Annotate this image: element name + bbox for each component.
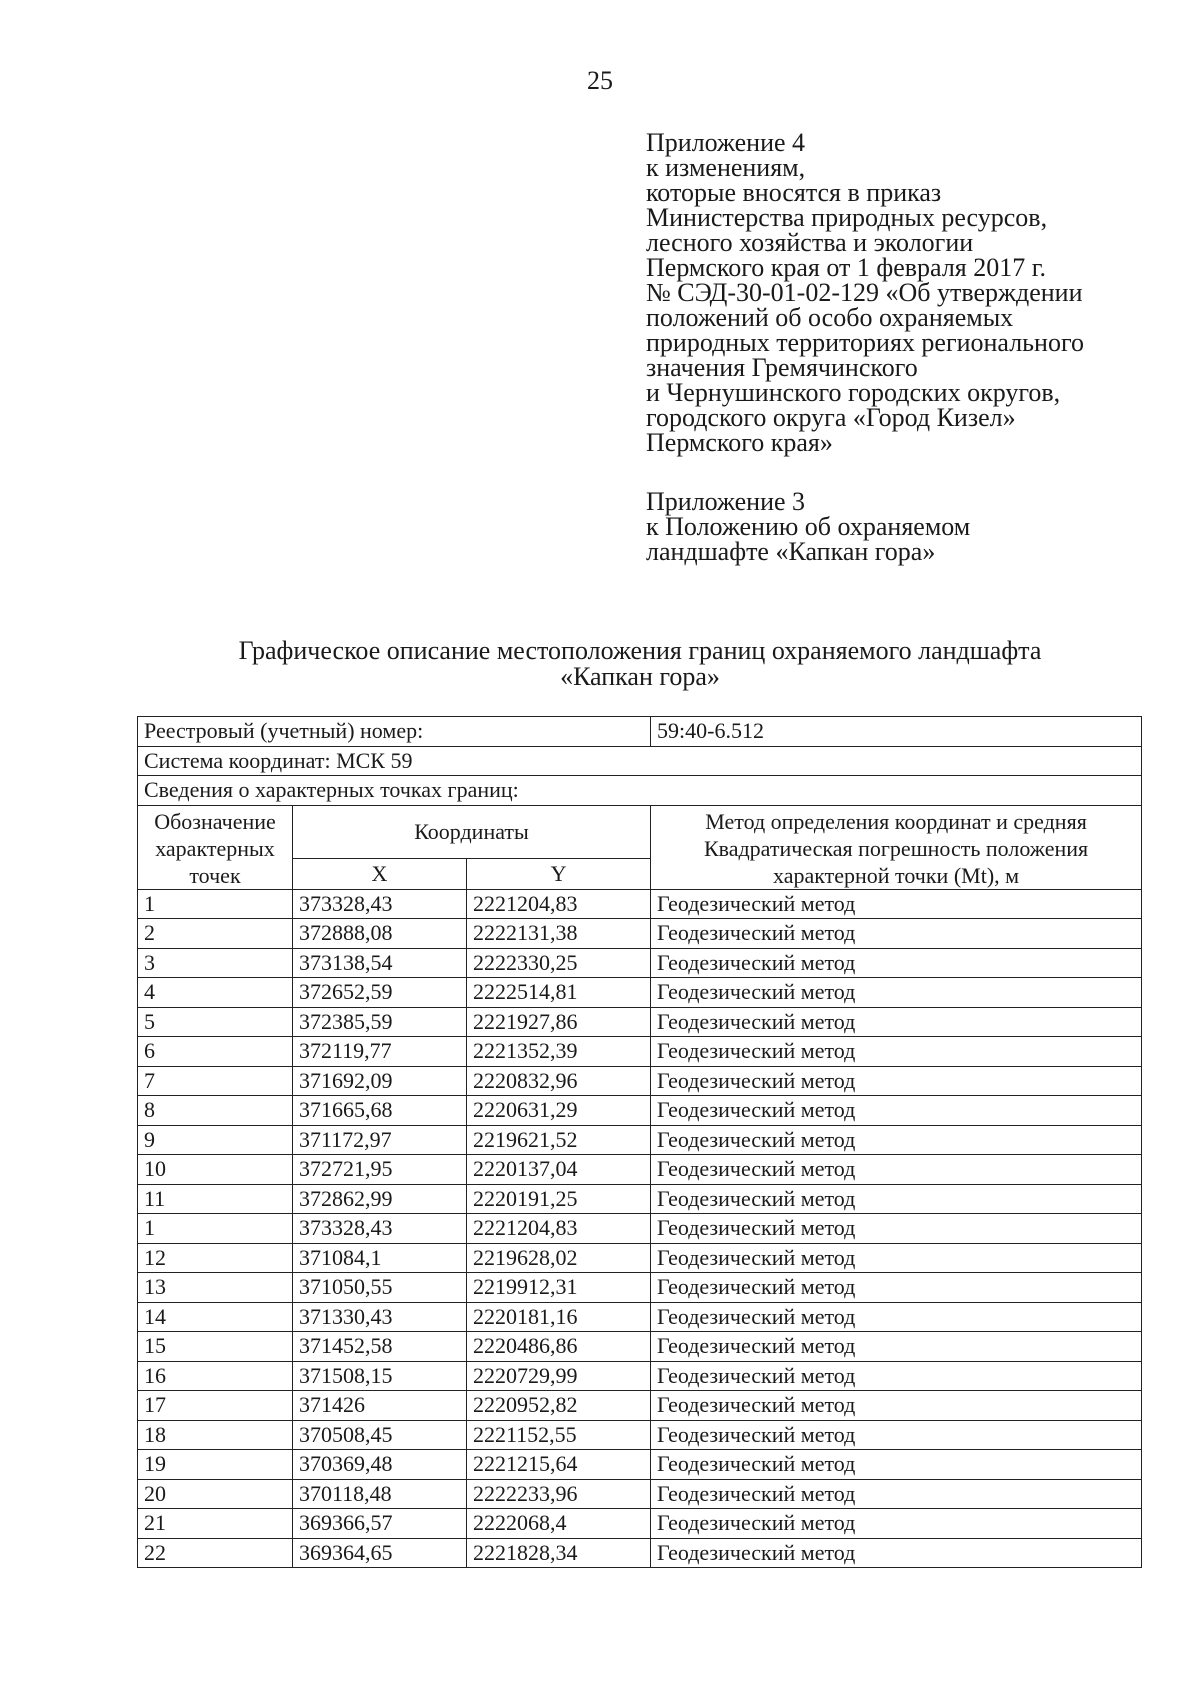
table-row [138,1184,1142,1214]
point-number: 19 [138,1450,293,1480]
coord-y: 2219912,31 [467,1273,651,1303]
method: Геодезический метод [651,1184,1142,1214]
coord-y: 2220191,25 [467,1184,651,1214]
boundary-points-table [137,716,1142,1568]
point-number: 4 [138,978,293,1008]
coord-x: 370508,45 [293,1420,467,1450]
point-number: 11 [138,1184,293,1214]
method: Геодезический метод [651,1332,1142,1362]
coord-y: 2222131,38 [467,919,651,949]
appendix-4-line: и Чернушинского городских округов, [646,378,1061,407]
coord-x: 373328,43 [293,889,467,919]
registry-label: Реестровый (учетный) номер: [138,717,651,747]
appendix-4-line: Пермского края» [646,428,833,457]
registry-value: 59:40-6.512 [651,717,1142,747]
method: Геодезический метод [651,1391,1142,1421]
method: Геодезический метод [651,948,1142,978]
coord-y: 2222330,25 [467,948,651,978]
point-number: 2 [138,919,293,949]
coord-y: 2220486,86 [467,1332,651,1362]
appendix-3-block [646,489,970,564]
method: Геодезический метод [651,1066,1142,1096]
table-row [138,1332,1142,1362]
appendix-3-line: к Положению об охраняемом [646,512,971,541]
appendix-4-line: к изменениям, [646,153,806,182]
coord-y: 2220832,96 [467,1066,651,1096]
appendix-4-line: лесного хозяйства и экологии [646,228,974,257]
method: Геодезический метод [651,1007,1142,1037]
coord-x: 372119,77 [293,1037,467,1067]
coord-x: 371084,1 [293,1243,467,1273]
point-number: 9 [138,1125,293,1155]
method: Геодезический метод [651,1509,1142,1539]
point-number: 10 [138,1155,293,1185]
point-number: 8 [138,1096,293,1126]
point-number: 12 [138,1243,293,1273]
point-number: 13 [138,1273,293,1303]
method: Геодезический метод [651,1155,1142,1185]
appendix-4-line: положений об особо охраняемых [646,303,1014,332]
method: Геодезический метод [651,1302,1142,1332]
method: Геодезический метод [651,1273,1142,1303]
coord-y: 2222068,4 [467,1509,651,1539]
coord-x: 370369,48 [293,1450,467,1480]
coord-y: 2220137,04 [467,1155,651,1185]
method: Геодезический метод [651,1479,1142,1509]
method: Геодезический метод [651,1450,1142,1480]
table-row [138,1538,1142,1568]
appendix-3-line: Приложение 3 [646,487,806,516]
coord-x: 373328,43 [293,1214,467,1244]
coord-y: 2221152,55 [467,1420,651,1450]
table-row [138,1479,1142,1509]
method: Геодезический метод [651,1125,1142,1155]
method: Геодезический метод [651,1420,1142,1450]
table-row [138,1214,1142,1244]
appendix-4-line: Министерства природных ресурсов, [646,203,1048,232]
header-method: Метод определения координат и средняя Квадратическая погрешность положения характерной точки (Mt), м [651,805,1142,889]
coord-y: 2220181,16 [467,1302,651,1332]
coord-x: 372652,59 [293,978,467,1008]
points-info-row [138,776,1142,806]
point-number: 18 [138,1420,293,1450]
coord-y: 2221204,83 [467,889,651,919]
point-number: 15 [138,1332,293,1362]
method: Геодезический метод [651,1096,1142,1126]
coord-x: 372721,95 [293,1155,467,1185]
point-number: 14 [138,1302,293,1332]
coord-y: 2221828,34 [467,1538,651,1568]
coord-x: 371426 [293,1391,467,1421]
coord-x: 371050,55 [293,1273,467,1303]
table-row [138,1007,1142,1037]
coord-x: 371330,43 [293,1302,467,1332]
coord-x: 369364,65 [293,1538,467,1568]
points-info: Сведения о характерных точках границ: [138,776,1142,806]
header-row-1 [138,805,1142,859]
point-number: 16 [138,1361,293,1391]
appendix-4-line: природных территориях регионального [646,328,1084,357]
table-row [138,1391,1142,1421]
method: Геодезический метод [651,889,1142,919]
coord-y: 2220631,29 [467,1096,651,1126]
table-row [138,948,1142,978]
document-title-line-2: «Капкан гора» [560,662,720,691]
header-coords: Координаты [293,805,651,859]
coord-x: 371665,68 [293,1096,467,1126]
table-row [138,1125,1142,1155]
point-number: 1 [138,889,293,919]
coord-system-row [138,746,1142,776]
point-number: 1 [138,1214,293,1244]
coord-x: 372862,99 [293,1184,467,1214]
table-row [138,1450,1142,1480]
coord-y: 2220952,82 [467,1391,651,1421]
document-title [100,638,1180,690]
point-number: 3 [138,948,293,978]
coord-x: 370118,48 [293,1479,467,1509]
point-number: 6 [138,1037,293,1067]
coord-system: Система координат: МСК 59 [138,746,1142,776]
table-row [138,1155,1142,1185]
table-row [138,889,1142,919]
table-row [138,1243,1142,1273]
page-number: 25 [587,66,613,95]
coord-x: 371508,15 [293,1361,467,1391]
table-row [138,1361,1142,1391]
table-row [138,1096,1142,1126]
method: Геодезический метод [651,1243,1142,1273]
coord-y: 2219621,52 [467,1125,651,1155]
point-number: 17 [138,1391,293,1421]
header-y: Y [467,859,651,889]
document-title-line-1: Графическое описание местоположения границ охраняемого ландшафта [238,636,1042,665]
table-row [138,978,1142,1008]
point-number: 22 [138,1538,293,1568]
coord-x: 371172,97 [293,1125,467,1155]
coord-x: 373138,54 [293,948,467,978]
appendix-4-line: которые вносятся в приказ [646,178,942,207]
table-row [138,1037,1142,1067]
coord-y: 2219628,02 [467,1243,651,1273]
coord-y: 2221215,64 [467,1450,651,1480]
point-number: 20 [138,1479,293,1509]
coord-y: 2221352,39 [467,1037,651,1067]
point-number: 5 [138,1007,293,1037]
method: Геодезический метод [651,1361,1142,1391]
appendix-4-block [646,130,1084,455]
method: Геодезический метод [651,1037,1142,1067]
method: Геодезический метод [651,1214,1142,1244]
appendix-3-line: ландшафте «Капкан гора» [646,537,936,566]
coord-y: 2222514,81 [467,978,651,1008]
coord-x: 369366,57 [293,1509,467,1539]
header-x: X [293,859,467,889]
method: Геодезический метод [651,1538,1142,1568]
header-point: Обозначение характерных точек [138,805,293,889]
method: Геодезический метод [651,919,1142,949]
appendix-4-line: Пермского края от 1 февраля 2017 г. [646,253,1046,282]
table-row [138,1509,1142,1539]
coord-x: 372888,08 [293,919,467,949]
table-row [138,1302,1142,1332]
method: Геодезический метод [651,978,1142,1008]
point-number: 21 [138,1509,293,1539]
coord-x: 372385,59 [293,1007,467,1037]
table-row [138,1066,1142,1096]
coord-x: 371692,09 [293,1066,467,1096]
coord-y: 2221927,86 [467,1007,651,1037]
table-row [138,919,1142,949]
point-number: 7 [138,1066,293,1096]
appendix-4-line: значения Гремячинского [646,353,918,382]
appendix-4-line: городского округа «Город Кизел» [646,403,1016,432]
appendix-4-line: № СЭД-30-01-02-129 «Об утверждении [646,278,1083,307]
coord-y: 2220729,99 [467,1361,651,1391]
table-row [138,1273,1142,1303]
registry-row [138,717,1142,747]
coord-x: 371452,58 [293,1332,467,1362]
table-row [138,1420,1142,1450]
appendix-4-line: Приложение 4 [646,128,806,157]
coord-y: 2222233,96 [467,1479,651,1509]
coord-y: 2221204,83 [467,1214,651,1244]
